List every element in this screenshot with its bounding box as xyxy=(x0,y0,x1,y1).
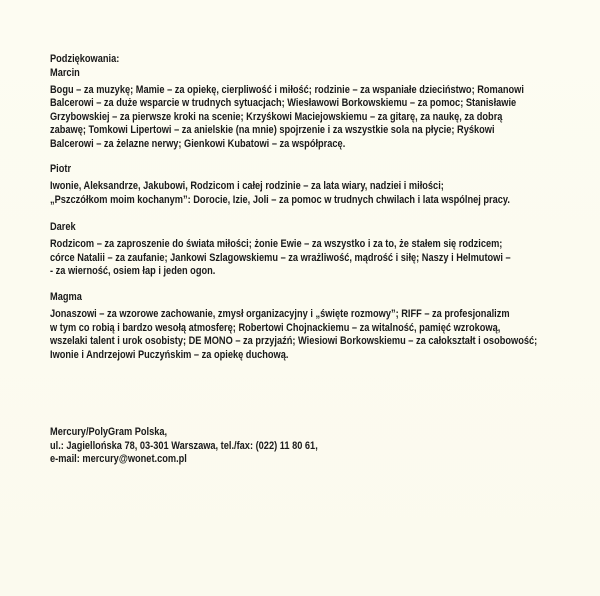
text-line: Rodzicom – za zaproszenie do świata miłości; żonie Ewie – za wszystko i za to, że stałem się rodzicem; xyxy=(50,238,503,250)
text-line: zabawę; Tomkowi Lipertowi – za anielskie (na mnie) spojrzenie i za wszystkie sola na płycie; Ryśkowi xyxy=(50,124,495,136)
text-line: wszelaki talent i urok osobisty; DE MONO – za przyjaźń; Wiesiowi Borkowskiemu – za całokształt i osobowość; xyxy=(50,335,538,347)
heading-title: Podziękowania: xyxy=(50,53,120,65)
text-line: Grzybowskiej – za pierwsze kroki na scenie; Krzyśkowi Maciejowskiemu – za gitarę, za naukę, za dobrą xyxy=(50,110,503,123)
section-name: Piotr xyxy=(50,163,72,175)
company-name: Mercury/PolyGram Polska, xyxy=(50,426,168,438)
darek-section xyxy=(50,221,511,279)
text-line: - za wierność, osiem łap i jeden ogon. xyxy=(50,265,216,277)
text-line: w tym co robią i bardzo wesołą atmosferę; Robertowi Chojnackiemu – za witalność, pamięć wzrokową, xyxy=(50,321,501,334)
piotr-section xyxy=(50,163,510,207)
text-line: Iwonie, Aleksandrze, Jakubowi, Rodzicom i całej rodzinie – za lata wiary, nadziei i miłości; xyxy=(50,180,444,192)
email: e-mail: mercury@wonet.com.pl xyxy=(50,453,187,465)
section-name: Marcin xyxy=(50,66,80,79)
address: ul.: Jagiellońska 78, 03-301 Warszawa, tel./fax: (022) 11 80 61, xyxy=(50,439,318,452)
text-line: „Pszczółkom moim kochanym”: Dorocie, Izie, Joli – za pomoc w trudnych chwilach i lata wspólnej pracy. xyxy=(50,193,510,206)
contact-block xyxy=(50,426,318,467)
marcin-section xyxy=(50,53,524,151)
text-line: Balcerowi – za żelazne nerwy; Gienkowi Kubatowi – za współpracę. xyxy=(50,137,346,150)
section-name: Darek xyxy=(50,221,76,233)
text-line: Bogu – za muzykę; Mamie – za opiekę, cierpliwość i miłość; rodzinie – za wspaniałe dzieciństwo; Romanowi xyxy=(50,83,524,96)
text-line: córce Natalii – za zaufanie; Jankowi Szlagowskiemu – za wrażliwość, mądrość i siłę; Naszy i Helmutowi – xyxy=(50,251,511,264)
text-line: Balcerowi – za duże wsparcie w trudnych sytuacjach; Wiesławowi Borkowskiemu – za pomoc; Stanisławie xyxy=(50,97,517,109)
text-line: Jonaszowi – za wzorowe zachowanie, zmysł organizacyjny i „święte rozmowy”; RIFF – za profesjonalizm xyxy=(50,308,510,320)
magma-section xyxy=(50,291,537,362)
text-line: Iwonie i Andrzejowi Puczyńskim – za opiekę duchową. xyxy=(50,348,289,361)
section-name: Magma xyxy=(50,291,82,303)
